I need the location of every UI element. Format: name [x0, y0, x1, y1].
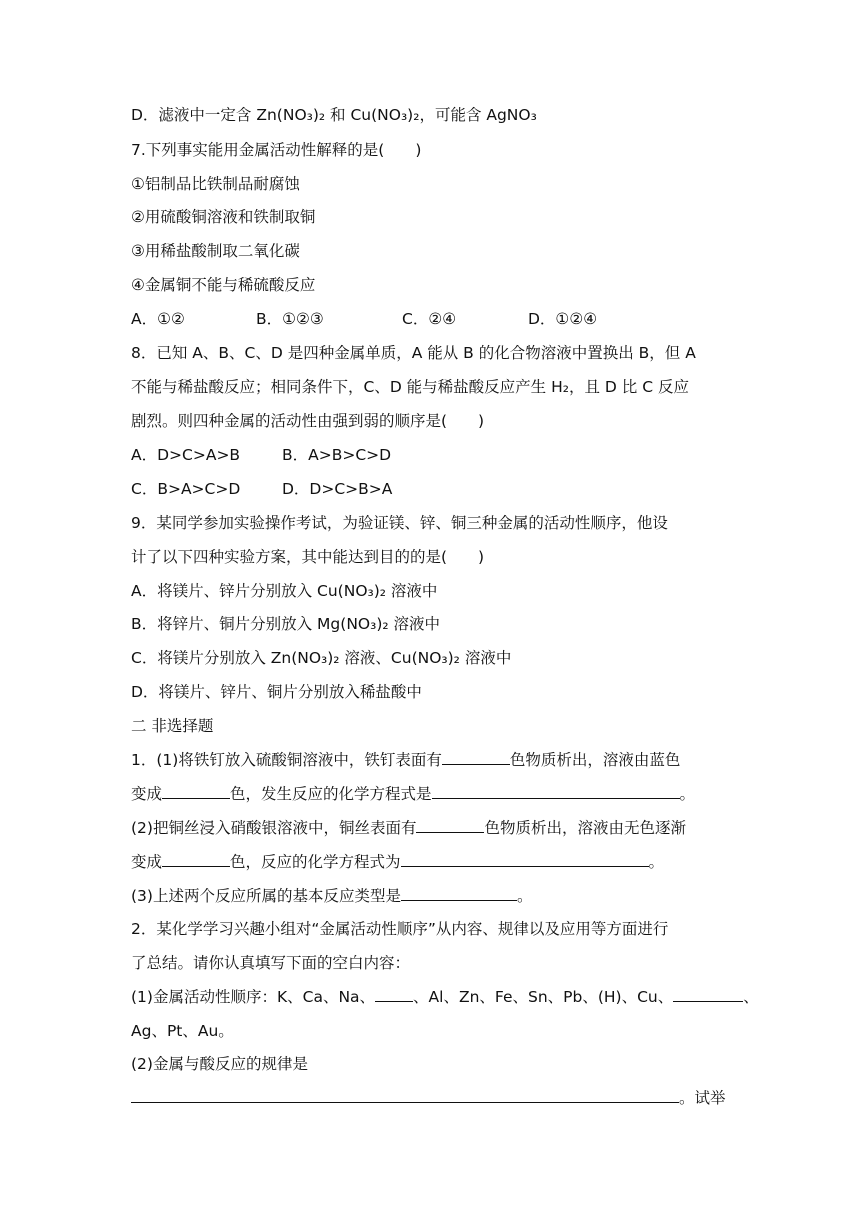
- nq2-line-6: [131, 1087, 731, 1109]
- q8-stem-line-2: 不能与稀盐酸反应；相同条件下，C、D 能与稀盐酸反应产生 H₂，且 D 比 C 反应: [131, 378, 689, 396]
- q7-option-d: D．①②④: [528, 310, 598, 328]
- q9-option-a: A．将镁片、锌片分别放入 Cu(NO₃)₂ 溶液中: [131, 582, 438, 600]
- text: 色，发生反应的化学方程式是: [230, 785, 432, 803]
- text: (3)上述两个反应所属的基本反应类型是: [131, 887, 401, 905]
- text: (2)把铜丝浸入硝酸银溶液中，铜丝表面有: [131, 819, 417, 837]
- nq1-line-3: [131, 817, 686, 839]
- nq1-line-2: [131, 783, 695, 805]
- q9-stem-line-1: 9．某同学参加实验操作考试，为验证镁、锌、铜三种金属的活动性顺序，他设: [131, 514, 668, 532]
- q6-option-d: D．滤液中一定含 Zn(NO₃)₂ 和 Cu(NO₃)₂，可能含 AgNO₃: [131, 106, 537, 124]
- q7-stem: 7.下列事实能用金属活动性解释的是( ): [131, 141, 422, 159]
- q8-option-c: C．B>A>C>D: [131, 480, 241, 498]
- q9-option-b: B．将锌片、铜片分别放入 Mg(NO₃)₂ 溶液中: [131, 615, 441, 633]
- nq2-line-1: 2．某化学学习兴趣小组对“金属活动性顺序”从内容、规律以及应用等方面进行: [131, 920, 669, 938]
- fill-blank[interactable]: [375, 986, 413, 1002]
- q8-stem-line-1: 8．已知 A、B、C、D 是四种金属单质，A 能从 B 的化合物溶液中置换出 B，但 A: [131, 344, 696, 362]
- q9-option-c: C．将镁片分别放入 Zn(NO₃)₂ 溶液、Cu(NO₃)₂ 溶液中: [131, 649, 512, 667]
- text: 1．(1)将铁钉放入硫酸铜溶液中，铁钉表面有: [131, 751, 442, 769]
- text: 色物质析出，溶液由蓝色: [509, 751, 681, 769]
- text: 色，反应的化学方程式为: [230, 853, 401, 871]
- section-2-heading: 二 非选择题: [131, 717, 214, 735]
- q7-fact-4: ④金属铜不能与稀硫酸反应: [131, 276, 316, 294]
- q7-fact-1: ①铝制品比铁制品耐腐蚀: [131, 175, 300, 193]
- fill-blank[interactable]: [162, 783, 230, 799]
- fill-blank[interactable]: [401, 885, 517, 901]
- fill-blank[interactable]: [416, 817, 484, 833]
- fill-blank[interactable]: [432, 783, 680, 799]
- text: 、Al、Zn、Fe、Sn、Pb、(H)、Cu、: [413, 988, 674, 1006]
- q8-option-d: D．D>C>B>A: [282, 480, 393, 498]
- text: 。试举: [679, 1089, 726, 1107]
- q8-option-b: B．A>B>C>D: [282, 446, 392, 464]
- nq1-line-1: [131, 749, 680, 771]
- nq2-line-4: Ag、Pt、Au。: [131, 1022, 234, 1040]
- q9-stem-line-2: 计了以下四种实验方案，其中能达到目的的是( ): [131, 548, 485, 566]
- text: 色物质析出，溶液由无色逐渐: [484, 819, 686, 837]
- q8-option-a: A．D>C>A>B: [131, 446, 241, 464]
- text: (1)金属活动性顺序：K、Ca、Na、: [131, 988, 376, 1006]
- q7-option-c: C．②④: [402, 310, 457, 328]
- nq2-line-2: 了总结。请你认真填写下面的空白内容：: [131, 954, 411, 972]
- q8-options-row-1: [131, 444, 531, 466]
- fill-blank[interactable]: [401, 851, 649, 867]
- text: 、: [743, 988, 759, 1006]
- q7-fact-2: ②用硫酸铜溶液和铁制取铜: [131, 208, 316, 226]
- text: 。: [679, 785, 696, 803]
- nq1-line-4: [131, 851, 664, 873]
- q9-option-d: D．将镁片、锌片、铜片分别放入稀盐酸中: [131, 683, 422, 701]
- text: 变成: [131, 853, 163, 871]
- q7-options: [131, 308, 731, 330]
- text: 变成: [131, 785, 163, 803]
- nq2-line-3: [131, 986, 759, 1008]
- q8-options-row-2: [131, 478, 531, 500]
- fill-blank[interactable]: [673, 986, 743, 1002]
- text: 。: [516, 887, 533, 905]
- fill-blank[interactable]: [442, 749, 510, 765]
- nq2-line-5: (2)金属与酸反应的规律是: [131, 1055, 308, 1073]
- nq1-line-5: [131, 885, 532, 907]
- text: 。: [648, 853, 665, 871]
- q7-option-a: A．①②: [131, 310, 185, 328]
- q8-stem-line-3: 剧烈。则四种金属的活动性由强到弱的顺序是( ): [131, 412, 485, 430]
- q7-option-b: B．①②③: [256, 310, 324, 328]
- fill-blank[interactable]: [162, 851, 230, 867]
- fill-blank[interactable]: [131, 1087, 679, 1103]
- q7-fact-3: ③用稀盐酸制取二氧化碳: [131, 242, 300, 260]
